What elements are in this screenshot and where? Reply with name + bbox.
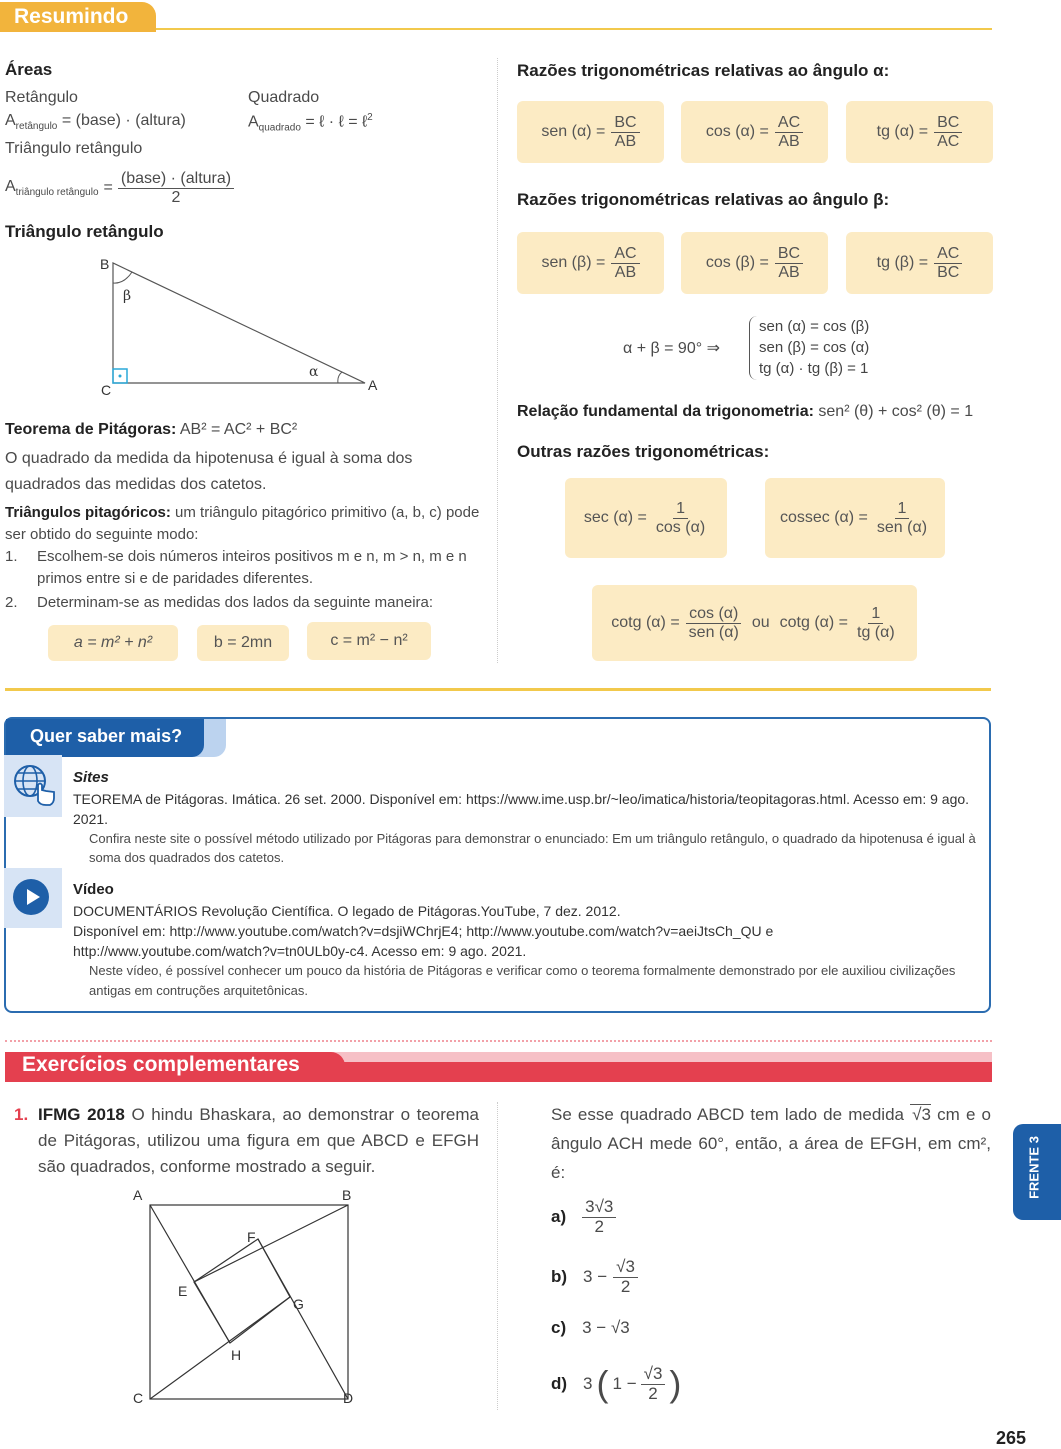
fig-E: E <box>178 1283 188 1299</box>
tri-den: 2 <box>171 188 181 206</box>
option-a-den: 2 <box>594 1216 604 1236</box>
sen-alpha-den: AB <box>614 132 637 150</box>
cossec-label: cossec (α) = <box>779 509 868 526</box>
item1-num: 1. <box>5 548 18 565</box>
fig-G: G <box>293 1296 304 1312</box>
fig-B: B <box>342 1187 352 1203</box>
tg-alpha-den: AC <box>937 132 960 150</box>
sites-desc: Confira neste site o possível método utilizado por Pitágoras para demonstrar o enunciado: Em um triângulo retângulo, o quadrado da hipotenusa é igual à soma dos quadrados dos catetos. <box>89 831 976 865</box>
cotg2-label: cotg (α) = <box>779 614 849 631</box>
cotg-num: cos (α) <box>686 605 741 624</box>
complement-lines <box>759 316 869 379</box>
page-number: 265 <box>996 1428 1027 1448</box>
option-d[interactable]: d) 3 ( 1 − $\frac{√3}{2}$ ) <box>551 1363 682 1404</box>
q1-cont2: e o ângulo <box>551 1105 992 1153</box>
line-BE <box>194 1205 348 1282</box>
square-eq: = ℓ · ℓ = ℓ <box>305 113 368 131</box>
triangle-heading: Triângulo retângulo <box>5 222 164 241</box>
cossec-den: sen (α) <box>876 518 928 536</box>
rect-formula <box>5 112 186 132</box>
q1-sqrt: 3 <box>921 1105 931 1124</box>
formula-a-box: a = m² + n² <box>48 625 178 661</box>
cotg-box <box>592 585 917 661</box>
exercicios-dotted-rule <box>5 1040 992 1042</box>
resumindo-rule <box>156 28 992 30</box>
tri-eq: = <box>103 179 113 197</box>
tg-beta-den: BC <box>937 263 960 281</box>
square-label: Quadrado <box>248 89 320 106</box>
sec-den: cos (α) <box>655 518 706 536</box>
frente-side-label: FRENTE 3 <box>1026 1136 1042 1199</box>
rect-eq: = (base) · (altura) <box>61 112 186 129</box>
sites-ref: TEOREMA de Pitágoras. Imática. 26 set. 2000. Disponível em: https://www.ime.usp.br/~leo/imatica/historia/teopitagoras.html. Acesso em: 9 ago. 2021. <box>73 791 970 827</box>
resumindo-tag: Resumindo <box>0 2 156 32</box>
triplas-bold: Triângulos pitagóricos: <box>5 504 171 521</box>
q1-text: O hindu Bhaskara, ao demonstrar o teorema de Pitágoras, utilizou uma figura em que ABCD e EFGH são quadrados, conforme mostrado a seguir. <box>38 1105 479 1176</box>
rect-a: A <box>5 112 16 129</box>
fig-F: F <box>247 1229 256 1245</box>
globe-click-icon <box>12 763 56 807</box>
q1-angle: ACH <box>607 1134 644 1153</box>
resumindo-bottom-rule <box>5 688 991 691</box>
option-c-value: 3 − √3 <box>582 1318 630 1337</box>
option-d-inner: 1 − <box>612 1374 637 1393</box>
cos-beta-label: cos (β) = <box>705 254 769 271</box>
line-CG <box>150 1297 290 1399</box>
q1-continuation: Se esse quadrado ABCD tem lado de medida √3 cm e o ângulo ACH mede 60°, então, a área de EFGH, em cm², é: <box>551 1105 992 1182</box>
sen-alpha-box <box>517 101 664 163</box>
fig-D: D <box>343 1390 354 1406</box>
fig-A: A <box>133 1187 143 1203</box>
cos-beta-den: AB <box>778 263 800 281</box>
tg-beta-box <box>846 232 993 294</box>
pitagoras-line <box>5 421 297 439</box>
tri-a: A <box>5 178 16 195</box>
sen-beta-den: AB <box>614 263 637 281</box>
alpha-label: α <box>309 364 319 380</box>
option-d-pre: 3 <box>583 1374 593 1393</box>
triangle-shape <box>113 263 365 383</box>
triplas-item-1 <box>5 546 480 590</box>
cossec-box <box>765 478 945 558</box>
video-ref-1: DOCUMENTÁRIOS Revolução Científica. O legado de Pitágoras.YouTube, 7 dez. 2012. <box>73 903 621 919</box>
trig-alpha-heading: Razões trigonométricas relativas ao ângulo α: <box>517 61 890 80</box>
option-c-label: c) <box>551 1318 567 1337</box>
sen-beta-num: AC <box>611 245 639 264</box>
tri-fraction <box>118 170 234 206</box>
exercicios-tag: Exercícios complementares <box>5 1052 345 1082</box>
outras-heading: Outras razões trigonométricas: <box>517 442 770 461</box>
bhaskara-figure <box>130 1190 370 1410</box>
square-EFGH <box>194 1239 290 1343</box>
fundamental-formula: sen² (θ) + cos² (θ) = 1 <box>818 403 974 420</box>
option-a[interactable] <box>551 1198 616 1236</box>
square-exp: 2 <box>367 112 373 123</box>
beta-arc <box>113 272 132 283</box>
fundamental-bold: Relação fundamental da trigonometria: <box>517 403 814 420</box>
cotg-den: sen (α) <box>688 623 739 641</box>
triplas-item-2 <box>5 592 480 614</box>
right-triangle-diagram <box>90 250 390 400</box>
fundamental-line <box>517 403 973 421</box>
tg-beta-num: AC <box>934 245 962 264</box>
triplas-text: um triângulo pitagórico primitivo (a, b, c) pode ser obtido do seguinte modo: <box>5 504 480 543</box>
cotg2-num: 1 <box>868 605 883 624</box>
video-desc: Neste vídeo, é possível conhecer um pouco da história de Pitágoras e verificar como o teorema formalmente demonstrado por ele auxiliou civilizações antigas em contruções arquitetônicas. <box>89 963 956 998</box>
video-ref-2: Disponível em: http://www.youtube.com/watch?v=dsjiWChrjE4; http://www.youtube.com/watch?v=aeiJtsCh_QU e <box>73 923 774 939</box>
option-b[interactable] <box>551 1258 638 1296</box>
q1-cont1: Se esse quadrado ABCD tem lado de medida <box>551 1105 904 1124</box>
saber-mais-tag: Quer saber mais? <box>6 719 204 757</box>
pitagoras-text: O quadrado da medida da hipotenusa é igual à soma dos quadrados das medidas dos catetos. <box>5 450 413 493</box>
option-a-num: 3√3 <box>582 1198 616 1218</box>
formula-c-box: c = m² − n² <box>307 622 431 660</box>
video-ref-3: http://www.youtube.com/watch?v=tn0ULb0y-c4. Acesso em: 9 ago. 2021. <box>73 943 527 959</box>
option-d-num: √3 <box>641 1365 666 1385</box>
q1-cm: cm <box>937 1105 960 1124</box>
option-c[interactable] <box>551 1318 630 1338</box>
q1-number: 1. <box>14 1105 29 1124</box>
cotg-ou: ou <box>751 614 770 631</box>
vertex-C: C <box>101 382 112 398</box>
beta-label: β <box>123 288 132 304</box>
play-icon <box>12 878 50 916</box>
item2-text: Determinam-se as medidas dos lados da seguinte maneira: <box>37 594 434 611</box>
option-b-pre: 3 − <box>583 1267 608 1287</box>
cos-beta-num: BC <box>775 245 803 264</box>
tri-sub: triângulo retângulo <box>15 187 99 199</box>
rect-sub: retângulo <box>15 121 58 133</box>
fig-H: H <box>231 1347 242 1363</box>
tg-alpha-num: BC <box>934 114 962 133</box>
square-a: A <box>248 113 259 131</box>
q1-cont3: mede 60°, então, a área de EFGH, em cm², é: <box>551 1134 991 1182</box>
areas-heading: Áreas <box>5 60 53 79</box>
sites-title: Sites <box>73 769 109 786</box>
alpha-arc <box>338 372 342 383</box>
video-title: Vídeo <box>73 881 114 898</box>
sec-label: sec (α) = <box>583 509 647 526</box>
option-d-den: 2 <box>648 1383 658 1403</box>
exercise-divider <box>497 1102 498 1410</box>
sen-beta-box <box>517 232 664 294</box>
triplas-intro <box>5 502 480 546</box>
tri-area-label: Triângulo retângulo <box>5 140 143 157</box>
square-formula <box>248 112 373 134</box>
complement-l3: tg (α) · tg (β) = 1 <box>759 360 869 377</box>
right-angle-dot <box>119 375 122 378</box>
trig-beta-heading: Razões trigonométricas relativas ao ângulo β: <box>517 190 890 209</box>
option-a-label: a) <box>551 1207 567 1227</box>
rect-label: Retângulo <box>5 89 78 106</box>
pitagoras-formula: AB² = AC² + BC² <box>179 421 298 438</box>
cos-alpha-box <box>681 101 828 163</box>
option-b-label: b) <box>551 1267 568 1287</box>
sen-alpha-label: sen (α) = <box>541 123 606 140</box>
fig-C: C <box>133 1390 144 1406</box>
tg-alpha-box <box>846 101 993 163</box>
cos-alpha-label: cos (α) = <box>705 123 769 140</box>
cotg-label: cotg (α) = <box>611 614 680 631</box>
option-d-label: d) <box>551 1374 568 1393</box>
option-b-den: 2 <box>620 1276 631 1296</box>
option-b-num: √3 <box>613 1258 638 1278</box>
item1-text: Escolhem-se dois números inteiros positivos m e n, m > n, m e n primos entre si e de paridades diferentes. <box>37 548 467 587</box>
complement-lhs: α + β = 90° ⇒ <box>623 340 720 357</box>
pitagoras-bold: Teorema de Pitágoras: <box>5 421 177 438</box>
cos-beta-box <box>681 232 828 294</box>
sen-beta-label: sen (β) = <box>541 254 606 271</box>
formula-b-box: b = 2mn <box>197 625 289 661</box>
cotg2-den: tg (α) <box>857 623 895 641</box>
complement-l1: sen (α) = cos (β) <box>759 318 870 335</box>
square-sub: quadrado <box>258 122 301 134</box>
cos-alpha-num: AC <box>775 114 803 133</box>
exercicios-bar-dark <box>340 1062 992 1082</box>
column-divider <box>497 58 498 663</box>
complement-l2: sen (β) = cos (α) <box>759 339 870 356</box>
tg-beta-label: tg (β) = <box>876 254 929 271</box>
cos-alpha-den: AB <box>778 132 800 150</box>
q1-source: IFMG 2018 <box>38 1105 125 1124</box>
item2-num: 2. <box>5 594 18 611</box>
tri-area-formula <box>5 170 234 206</box>
vertex-A: A <box>368 377 378 393</box>
tri-num: (base) · (altura) <box>118 170 234 189</box>
sec-box <box>565 478 727 558</box>
question-1 <box>14 1102 479 1180</box>
sec-num: 1 <box>673 500 688 519</box>
tg-alpha-label: tg (α) = <box>876 123 929 140</box>
vertex-B: B <box>100 256 110 272</box>
sen-alpha-num: BC <box>611 114 639 133</box>
complement-brace <box>749 316 757 380</box>
cossec-num: 1 <box>895 500 910 519</box>
